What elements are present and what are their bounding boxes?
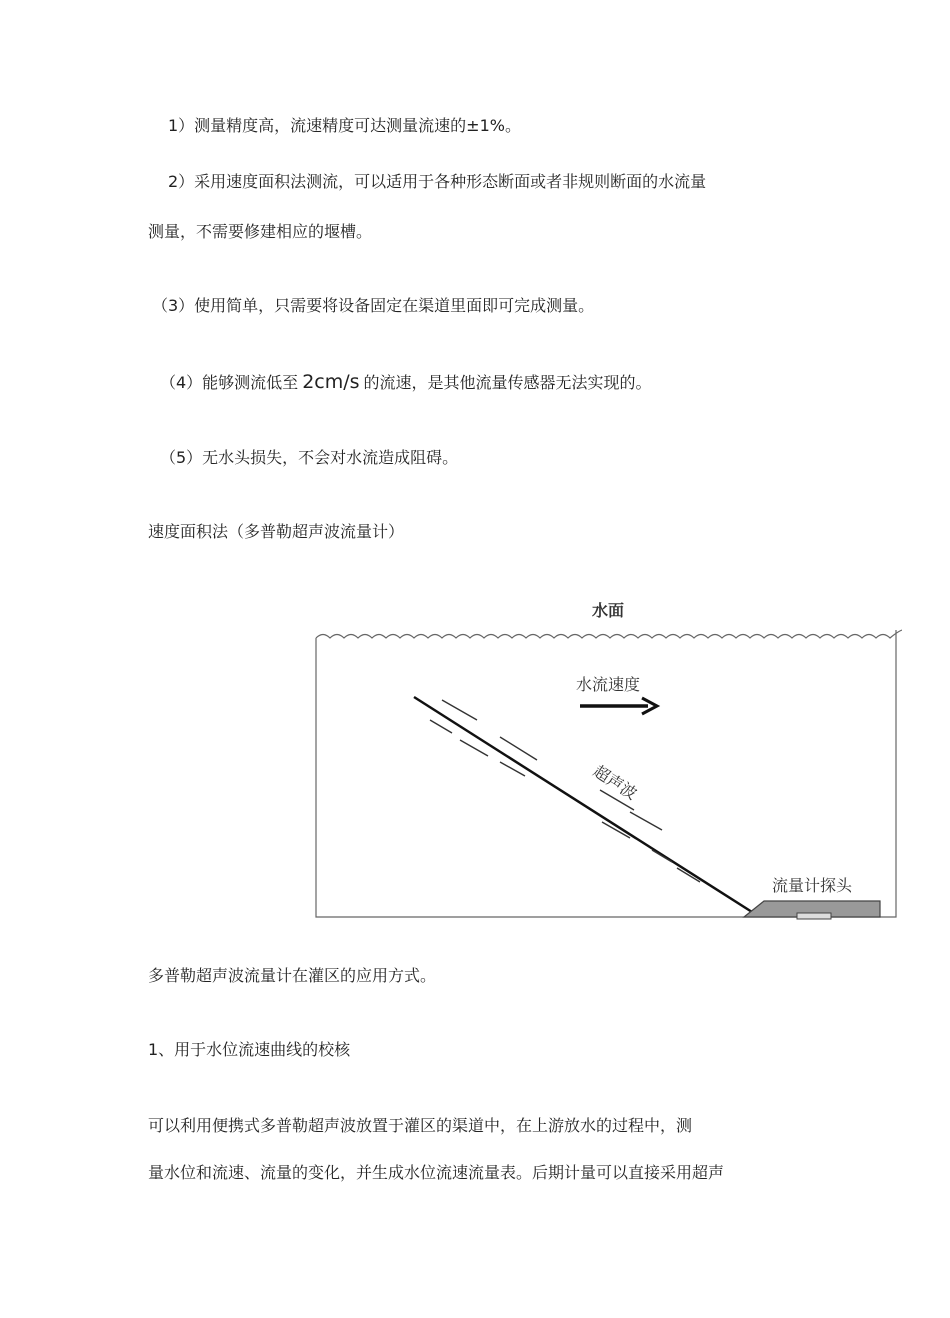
para-3: （3）使用简单，只需要将设备固定在渠道里面即可完成测量。 xyxy=(152,296,595,315)
para-1: 1）测量精度高，流速精度可达测量流速的±1%。 xyxy=(168,116,521,135)
heading-doppler-method: 速度面积法（多普勒超声波流量计） xyxy=(148,522,405,541)
wave-dashes-lower xyxy=(430,720,700,882)
flow-velocity-label: 水流速度 xyxy=(576,675,641,694)
para-4-pre: （4）能够测流低至 xyxy=(160,373,299,392)
ultrasonic-beam xyxy=(414,697,752,912)
para-4-speed: 2cm/s xyxy=(302,371,360,393)
water-surface-line xyxy=(316,630,902,638)
section-1-heading: 1、用于水位流速曲线的校核 xyxy=(148,1040,351,1059)
para-4-post: 的流速，是其他流量传感器无法实现的。 xyxy=(363,373,652,392)
para-2-line-2: 测量，不需要修建相应的堰槽。 xyxy=(148,222,373,241)
wave-dashes-upper xyxy=(442,700,662,830)
water-surface-label: 水面 xyxy=(592,601,625,620)
body-line-2: 量水位和流速、流量的变化，并生成水位流速流量表。后期计量可以直接采用超声 xyxy=(148,1163,725,1182)
body-line-1: 可以利用便携式多普勒超声波放置于灌区的渠道中，在上游放水的过程中，测 xyxy=(148,1116,693,1135)
probe-window xyxy=(797,913,831,919)
para-5: （5）无水头损失，不会对水流造成阻碍。 xyxy=(160,448,459,467)
para-2-line-1: 2）采用速度面积法测流，可以适用于各种形态断面或者非规则断面的水流量 xyxy=(168,172,707,191)
probe-label: 流量计探头 xyxy=(772,876,853,895)
ultrasonic-label: 超声波 xyxy=(589,761,641,804)
doppler-flowmeter-diagram xyxy=(312,590,902,925)
diagram-caption: 多普勒超声波流量计在灌区的应用方式。 xyxy=(148,966,437,985)
para-4 xyxy=(160,372,652,393)
